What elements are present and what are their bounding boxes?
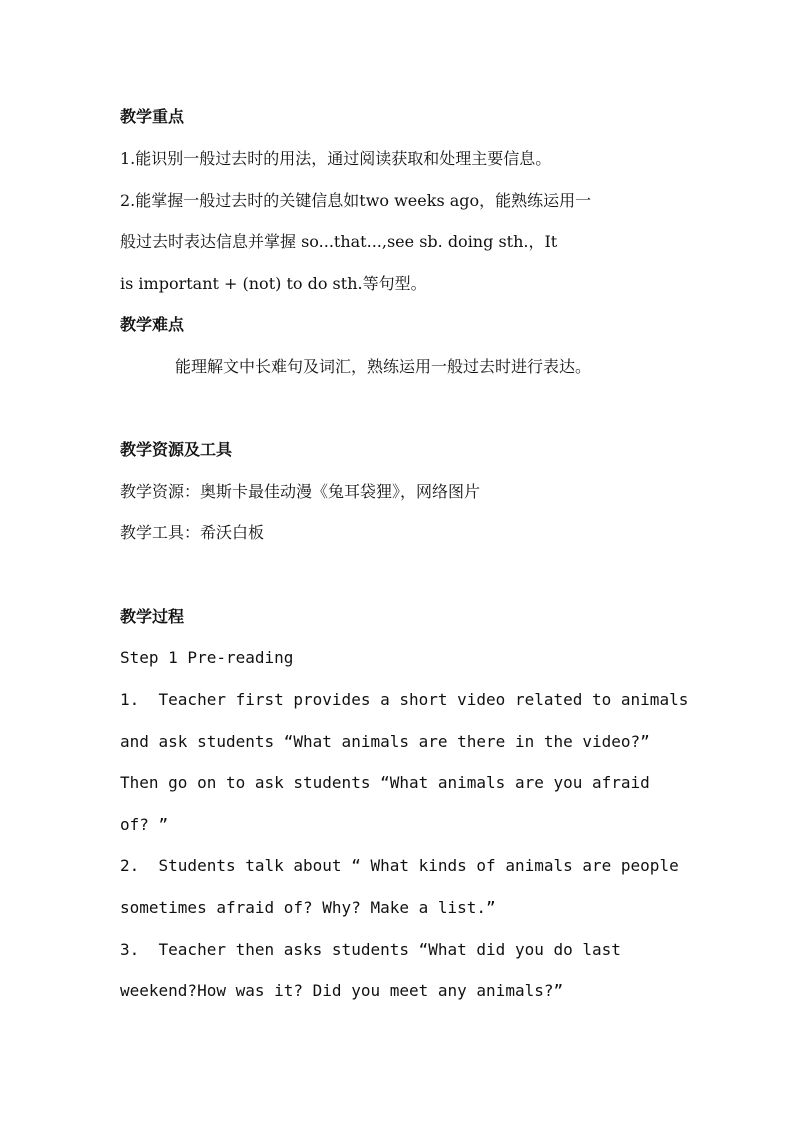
step-1-title: Step 1 Pre-reading bbox=[120, 648, 294, 667]
focus-item-2-line-1: 2.能掌握一般过去时的关键信息如two weeks ago，能熟练运用一 bbox=[120, 191, 592, 210]
process-item-1-line-3: Then go on to ask students “What animals are you afraid bbox=[120, 773, 650, 792]
process-item-1-line-2: and ask students “What animals are there in the video?” bbox=[120, 732, 650, 751]
tools-line: 教学工具：希沃白板 bbox=[120, 523, 265, 542]
process-heading: 教学过程 bbox=[120, 607, 185, 626]
difficulty-heading: 教学难点 bbox=[120, 315, 185, 334]
focus-heading: 教学重点 bbox=[120, 107, 185, 126]
process-item-1-line-1: 1. Teacher first provides a short video related to animals bbox=[120, 690, 689, 709]
focus-item-2-line-2: 般过去时表达信息并掌握 so...that...,see sb. doing sth.，It bbox=[120, 232, 558, 251]
focus-item-2-line-3: is important + (not) to do sth.等句型。 bbox=[120, 274, 427, 293]
resources-line: 教学资源：奥斯卡最佳动漫《兔耳袋狸》，网络图片 bbox=[120, 482, 481, 501]
difficulty-text: 能理解文中长难句及词汇，熟练运用一般过去时进行表达。 bbox=[175, 357, 592, 376]
process-item-2-line-2: sometimes afraid of? Why? Make a list.” bbox=[120, 898, 496, 917]
resources-heading: 教学资源及工具 bbox=[120, 440, 233, 459]
process-item-3-line-2: weekend?How was it? Did you meet any animals?” bbox=[120, 981, 564, 1000]
process-item-1-line-4: of? ” bbox=[120, 815, 169, 834]
process-item-3-line-1: 3. Teacher then asks students “What did you do last bbox=[120, 940, 621, 959]
process-item-2-line-1: 2. Students talk about “ What kinds of animals are people bbox=[120, 856, 679, 875]
focus-item-1: 1.能识别一般过去时的用法，通过阅读获取和处理主要信息。 bbox=[120, 149, 552, 168]
